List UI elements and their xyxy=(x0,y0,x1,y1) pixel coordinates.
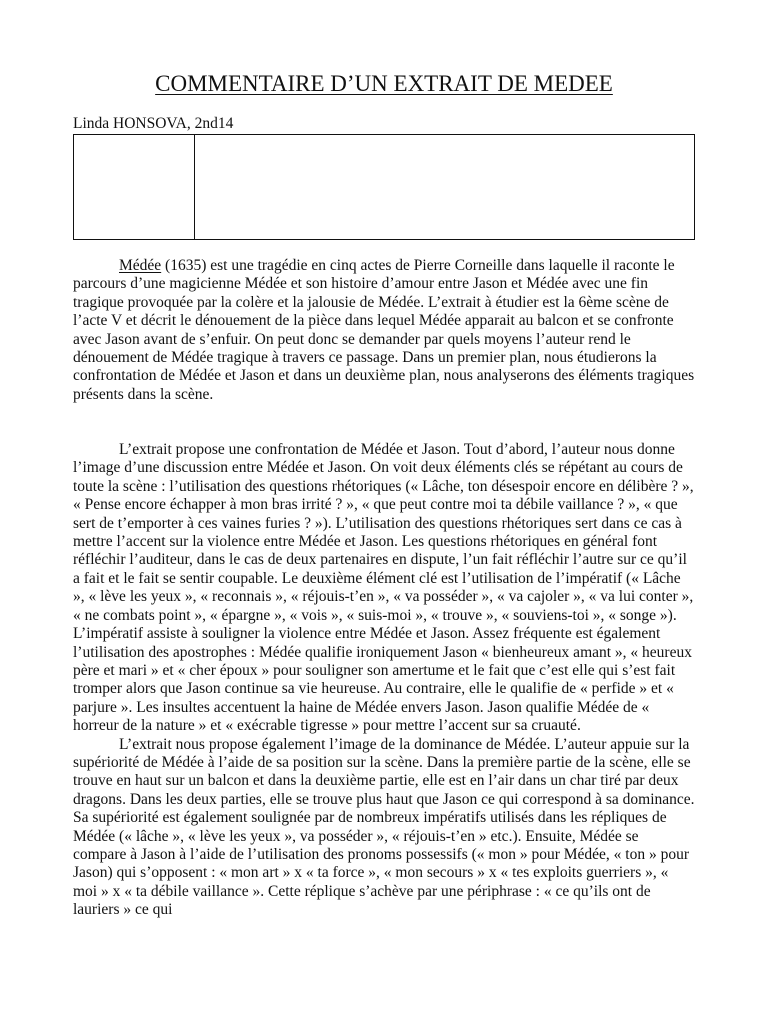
author-line: Linda HONSOVA, 2nd14 xyxy=(73,115,234,132)
intro-text: (1635) est une tragédie en cinq actes de Pierre Corneille dans laquelle il raconte le parcours d’une magicienne Médée et son histoire d’amour entre Jason et Médée avec une fin tragique provoquée par la colère et la jalousie de Médée. L’extrait à étudier est la 6ème scène de l’acte V et décrit le dénouement de la pièce dans lequel Médée apparait au balcon et se confronte avec Jason avant de s’enfuir. On peut donc se demander par quels moyens l’auteur rend le dénouement de Médée tragique à travers ce passage. Dans un premier plan, nous étudierons la confrontation de Médée et Jason et dans un deuxième plan, nous analyserons des éléments tragiques présents dans la scène. xyxy=(73,257,695,403)
document-title: COMMENTAIRE D’UN EXTRAIT DE MEDEE xyxy=(155,71,613,96)
document-body xyxy=(73,257,695,920)
table-cell-left xyxy=(74,135,195,240)
info-table xyxy=(73,134,695,240)
table-row xyxy=(74,135,695,240)
work-title: Médée xyxy=(119,257,162,274)
table-cell-right xyxy=(195,135,695,240)
intro-paragraph xyxy=(73,257,695,404)
body-paragraph-2: L’extrait nous propose également l’image de la dominance de Médée. L’auteur appuie sur la supériorité de Médée à l’aide de sa position sur la scène. Dans la première partie de la scène, elle se trouve en haut sur un balcon et dans la deuxième partie, elle est en l’air dans un char tiré par deux dragons. Dans les deux parties, elle se trouve plus haut que Jason ce qui correspond à sa dominance. Sa supériorité est également soulignée par de nombreux impératifs utilisés dans les répliques de Médée (« lâche », « lève les yeux », va posséder », « réjouis-t’en » etc.). Ensuite, Médée se compare à Jason à l’aide de l’utilisation des pronoms possessifs (« mon » pour Médée, « ton » pour Jason) qui s’opposent : « mon art » x « ta force », « mon secours » x « tes exploits guerriers », « moi » x « ta débile vaillance ». Cette réplique s’achève par une périphrase : « ce qu’ils ont de lauriers » ce qui xyxy=(73,735,695,919)
body-paragraph-1: L’extrait propose une confrontation de Médée et Jason. Tout d’abord, l’auteur nous donne l’image d’une discussion entre Médée et Jason. On voit deux éléments clés se répétant au cours de toute la scène : l’utilisation des questions rhétoriques (« Lâche, ton désespoir encore en délibère ? », « Pense encore échapper à mon bras irrité ? », « que peut contre moi ta débile vaillance ? », « que sert de t’emporter à ces vaines furies ? »). L’utilisation des questions rhétoriques sert dans ce cas à mettre l’accent sur la violence entre Médée et Jason. Les questions rhétoriques en général font réfléchir l’auditeur, dans le cas de deux partenaires en dispute, l’un fait réfléchir l’autre sur ce qu’il a fait et le fait se sentir coupable. Le deuxième élément clé est l’utilisation de l’impératif (« Lâche », « lève les yeux », « reconnais », « réjouis-t’en », « va posséder », « va cajoler », « va lui conter », « ne combats point », « épargne », « vois », « suis-moi », « trouve », « souviens-toi », « songe »). L’impératif assiste à souligner la violence entre Médée et Jason. Assez fréquente est également l’utilisation des apostrophes : Médée qualifie ironiquement Jason « bienheureux amant », « heureux père et mari » et « cher époux » pour souligner son amertume et le fait que c’est elle qui s’est fait tromper alors que Jason continue sa vie heureuse. Au contraire, elle le qualifie de « perfide » et « parjure ». Les insultes accentuent la haine de Médée envers Jason. Jason qualifie Médée de « horreur de la nature » et « exécrable tigresse » pour mettre l’accent sur sa cruauté. xyxy=(73,441,694,735)
